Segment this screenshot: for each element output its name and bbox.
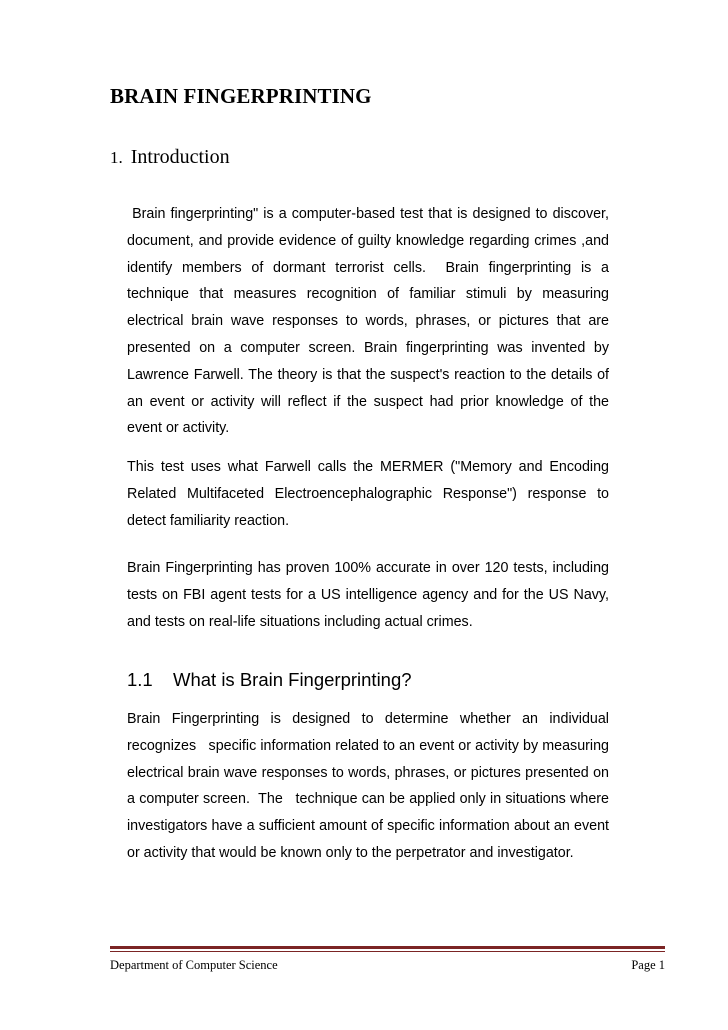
footer-rule-thin [110,951,665,952]
document-title: BRAIN FINGERPRINTING [110,84,372,108]
section-number: 1. [110,148,123,167]
intro-paragraph-2: This test uses what Farwell calls the MERMER ("Memory and Encoding Related Multifaceted Electroencephalographic Response") response to detect familiarity reaction. [127,459,609,529]
subsection-number: 1.1 [127,669,153,690]
subsection-paragraph: Brain Fingerprinting is designed to determine whether an individual recognizes specific information related to an event or activity by measuring electrical brain wave responses to words, phrases, or pictures presented on a computer screen. The technique can be applied only in situations where investigators have a sufficient amount of specific information about an event or activity that would be known only to the perpetrator and investigator. [127,711,613,861]
subsection-title: What is Brain Fingerprinting? [173,669,412,690]
section-title: Introduction [130,146,230,168]
footer-page-number: Page 1 [631,958,665,972]
intro-paragraph-3: Brain Fingerprinting has proven 100% accurate in over 120 tests, including tests on FBI agent tests for a US intelligence agency and for the US Navy, and tests on real-life situations including actual crimes. [127,560,609,630]
section-heading [110,146,230,169]
footer-rule-thick [110,946,665,949]
subsection-heading [127,669,412,691]
footer-department: Department of Computer Science [110,958,278,972]
intro-paragraph-1: Brain fingerprinting" is a computer-based test that is designed to discover, document, and provide evidence of guilty knowledge regarding crimes ,and identify members of dormant terrorist cells. Brain fingerprinting is a technique that measures recognition of familiar stimuli by measuring electrical brain wave responses to words, phrases, or pictures that are presented on a computer screen. Brain fingerprinting was invented by Lawrence Farwell. The theory is that the suspect's reaction to the details of an event or activity will reflect if the suspect had prior knowledge of the event or activity. [127,206,613,437]
